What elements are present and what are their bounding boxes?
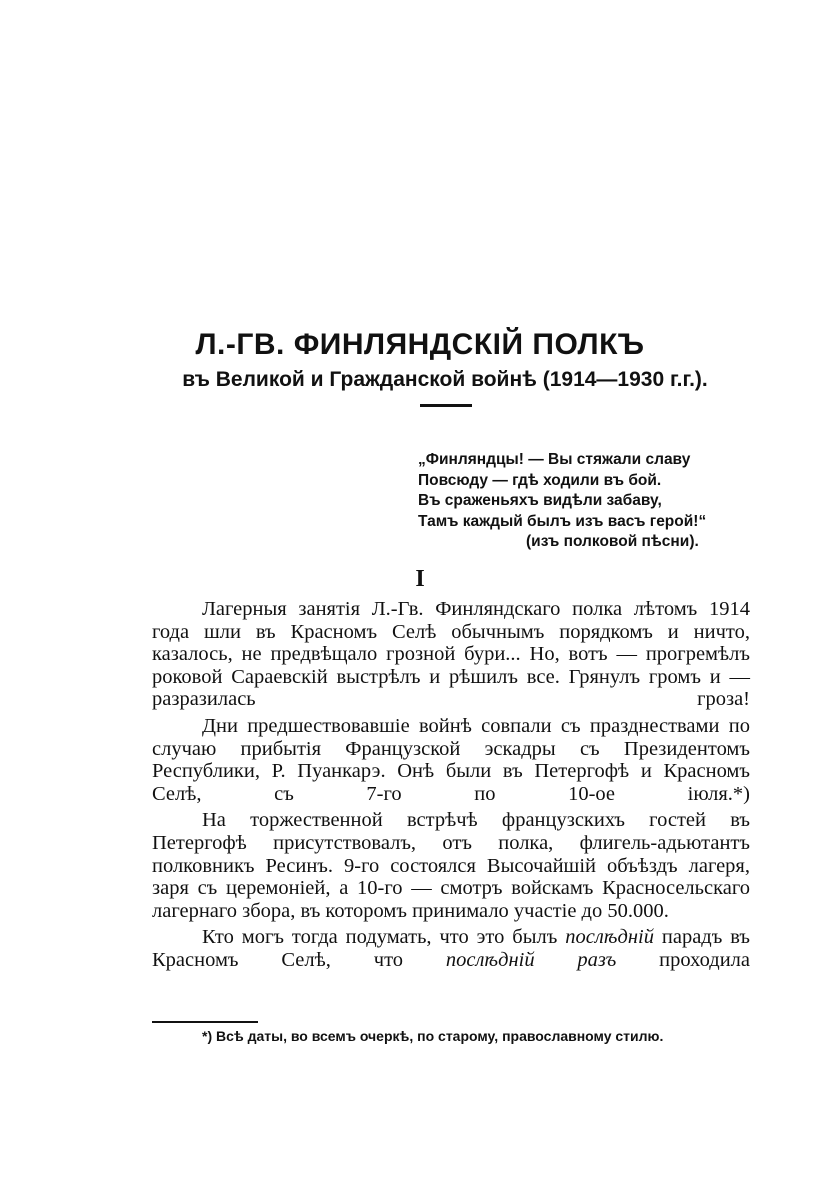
footnote-divider — [152, 1021, 258, 1023]
body-text — [152, 598, 750, 976]
paragraph-1: Лагерныя занятія Л.-Гв. Финляндскаго полка лѣтомъ 1914 года шли въ Красномъ Селѣ обычнымъ порядкомъ и ничто, казалось, не предвѣщало грозной бури... Но, вотъ — прогремѣлъ роковой Сараевскій выстрѣлъ и рѣшилъ все. Грянулъ громъ и — разразилась гроза! — [152, 598, 750, 711]
epigraph-line: Тамъ каждый былъ изъ васъ герой!“ — [418, 512, 707, 530]
emphasis-last-time: послѣдній разъ — [445, 948, 617, 971]
paragraph-2: Дни предшествовавшіе войнѣ совпали съ празднествами по случаю прибытія Французской эскадры съ Президентомъ Республики, Р. Пуанкарэ. Онѣ были въ Петергофѣ и Красномъ Селѣ, съ 7-го по 10-ое іюля.*) — [152, 714, 750, 805]
section-number: I — [415, 566, 425, 592]
paragraph-4-text: Кто могъ тогда подумать, что это былъ — [202, 926, 566, 949]
epigraph-line: „Финляндцы! — Вы стяжали славу — [418, 451, 691, 468]
paragraph-3: На торжественной встрѣчѣ французскихъ гостей въ Петергофѣ присутствовалъ, отъ полка, флигель-адьютантъ полковникъ Ресинъ. 9-го состоялся Высочайшій объѣздъ лагеря, заря съ церемоніей, а 10-го — смотръ войскамъ Красносельскаго лагернаго збора, въ которомъ принимало участіе до 50.000. — [152, 809, 750, 922]
footnote: *) Всѣ даты, во всемъ очеркѣ, по старому, православному стилю. — [202, 1028, 664, 1044]
epigraph-source: (изъ полковой пѣсни). — [526, 533, 699, 550]
emphasis-last: послѣдній — [565, 926, 654, 949]
paragraph-4-text: парадъ въ Красномъ Селѣ, что — [152, 926, 751, 971]
paragraph-4-text: проходила — [616, 948, 750, 971]
page-title: Л.-ГВ. ФИНЛЯНДСКІЙ ПОЛКЪ — [195, 328, 645, 361]
epigraph-line: Повсюду — гдѣ ходили въ бой. — [418, 471, 662, 489]
title-divider — [420, 404, 472, 407]
page-subtitle: въ Великой и Гражданской войнѣ (1914—1930 г.г.). — [182, 368, 708, 391]
epigraph-line: Въ сраженьяхъ видѣли забаву, — [418, 492, 662, 509]
epigraph — [418, 450, 758, 553]
paragraph-4 — [152, 926, 750, 971]
